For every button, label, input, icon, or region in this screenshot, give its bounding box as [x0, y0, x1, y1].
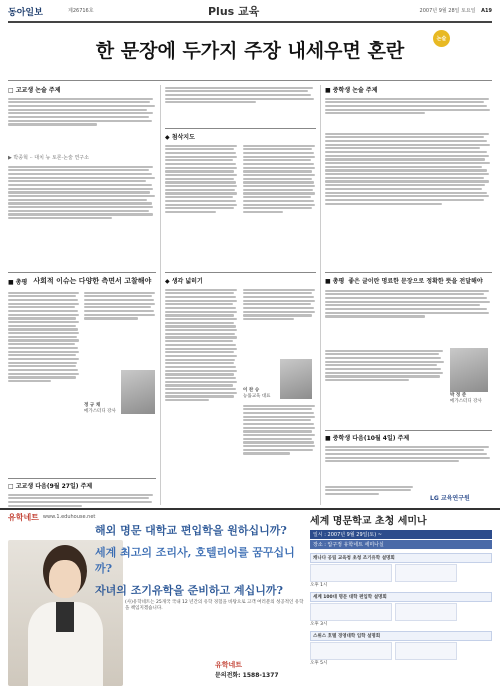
- ad-headlines: [95, 522, 305, 598]
- newspaper-logo: 동아일보: [8, 8, 43, 18]
- ad-question-3: 자녀의 조기유학을 준비하고 계십니까?: [95, 584, 283, 597]
- section-head: ◆ 첨삭지도: [165, 134, 195, 141]
- author-block: [84, 370, 156, 414]
- section-head: ■ 총평: [325, 278, 345, 285]
- left-column: [8, 85, 156, 269]
- body-text: [243, 143, 316, 283]
- section-head: ■ 총평: [8, 278, 28, 286]
- ad-footer: [215, 660, 279, 679]
- body-text: [165, 287, 238, 512]
- body-text: [325, 131, 492, 276]
- body-text: [243, 287, 316, 357]
- headline-rule: [8, 80, 492, 81]
- section-rule: [165, 272, 316, 273]
- author-photo: [121, 370, 155, 414]
- main-headline: 한 문장에 두가지 주장 내세우면 혼란: [95, 40, 405, 62]
- section-head: ◆ 생각 넓히기: [165, 278, 203, 285]
- body-text: [325, 348, 445, 414]
- author-photo: [450, 348, 488, 392]
- section-head: ■ 중학생 논술 주제: [325, 87, 378, 94]
- date-text: 2007년 9월 28일 토요일: [419, 8, 476, 14]
- ad-description: (사)유학네트는 25개국 국내 12 년간의 유학 경험을 바탕으로 고객 여러분의 성공적인 유학을 책임지겠습니다.: [125, 600, 304, 611]
- body-text: [243, 403, 316, 508]
- body-text: [8, 164, 156, 269]
- section-rule: [325, 430, 492, 431]
- program-item[interactable]: [310, 631, 492, 666]
- author-name: 이 찬 승: [243, 388, 260, 393]
- author-role: 메가스터디 강사: [84, 409, 116, 414]
- ad-brand: 유학네트: [8, 512, 39, 522]
- ad-question-1: 해외 명문 대학교 편입학을 원하십니까?: [95, 524, 287, 537]
- summary-topic: 좋은 글이란 명료한 문장으로 정확한 뜻을 전달해야: [348, 278, 483, 285]
- seminar-place: 장소 : 압구정 유학네트 세미나실: [310, 540, 492, 549]
- ad-question-2: 세계 최고의 조리사, 호텔리어를 꿈꾸십니까?: [95, 546, 295, 575]
- summary-topic: 사회적 이슈는 다양한 측면서 고찰해야: [33, 277, 152, 285]
- author-photo: [280, 359, 312, 399]
- sponsor-logo: LG 교육연구원: [430, 495, 470, 502]
- program-time: 오후 3시: [310, 622, 328, 627]
- program-time: 오후 5시: [310, 661, 328, 666]
- body-text: [325, 96, 492, 128]
- middle-expand: [165, 276, 316, 512]
- right-column: [325, 85, 492, 276]
- issue-number: 제26716호: [68, 8, 94, 14]
- byline: ▶ 박종혁 ·· 대치 뉴 토론·논술 연구소: [8, 155, 89, 161]
- column-rule: [160, 85, 161, 505]
- body-text: [325, 288, 492, 348]
- program-item[interactable]: [310, 592, 492, 627]
- program-time: 오후 1시: [310, 583, 328, 588]
- program-item[interactable]: [310, 553, 492, 588]
- masthead: [8, 3, 492, 23]
- dateline: [420, 7, 492, 14]
- page-number: A19: [481, 8, 492, 14]
- section-rule: [8, 478, 156, 479]
- right-summary: [325, 276, 492, 414]
- author-role: 메가스터디 강사: [450, 399, 482, 404]
- ad-brand-row: [8, 512, 238, 522]
- author-name: 정 규 채: [84, 403, 101, 408]
- author-block: [450, 348, 490, 414]
- section-head: ■ 중학생 다음(10월 4일) 주제: [325, 435, 410, 442]
- author-block: [243, 359, 316, 399]
- body-text: [325, 484, 415, 504]
- program-label: 스위스 호텔 경영대학 입학 설명회: [310, 631, 492, 641]
- middle-right-sub: [243, 287, 316, 512]
- middle-column: [165, 85, 316, 283]
- section-head: □ 고교생 다음(9월 27일) 주제: [8, 483, 93, 490]
- section-title: Plus 교육: [208, 5, 260, 18]
- section-rule: [8, 272, 156, 273]
- nonsul-badge: 논술: [433, 30, 450, 47]
- seminar-panel: [310, 512, 492, 687]
- body-text: [325, 444, 492, 480]
- body-text: [8, 290, 80, 475]
- section-rule: [325, 272, 492, 273]
- program-label: 캐나다 공립 교육청 초청 조기유학 설명회: [310, 553, 492, 563]
- seminar-date: 일시 : 2007년 9월 29일(토) ~: [310, 530, 492, 539]
- body-text: [165, 85, 316, 125]
- author-role: 능률교육 대표: [243, 394, 271, 399]
- body-text: [165, 143, 238, 283]
- column-rule: [320, 85, 321, 505]
- program-label: 세계 100대 명문 대학 편입학 설명회: [310, 592, 492, 602]
- ad-url[interactable]: www.1.eduhouse.net: [42, 514, 96, 520]
- body-text: [84, 290, 156, 350]
- ad-footer-brand: 유학네트: [215, 661, 243, 669]
- section-head: □ 고교생 논술 주제: [8, 87, 61, 94]
- left-body-a: [8, 290, 80, 475]
- ad-phone[interactable]: 문의전화: 1588-1377: [215, 672, 279, 679]
- left-summary: [8, 276, 156, 286]
- body-text: [8, 96, 156, 152]
- author-name: 박 정 준: [450, 393, 467, 398]
- left-body-b: [84, 290, 156, 414]
- seminar-title: 세계 명문학교 초청 세미나: [310, 516, 427, 527]
